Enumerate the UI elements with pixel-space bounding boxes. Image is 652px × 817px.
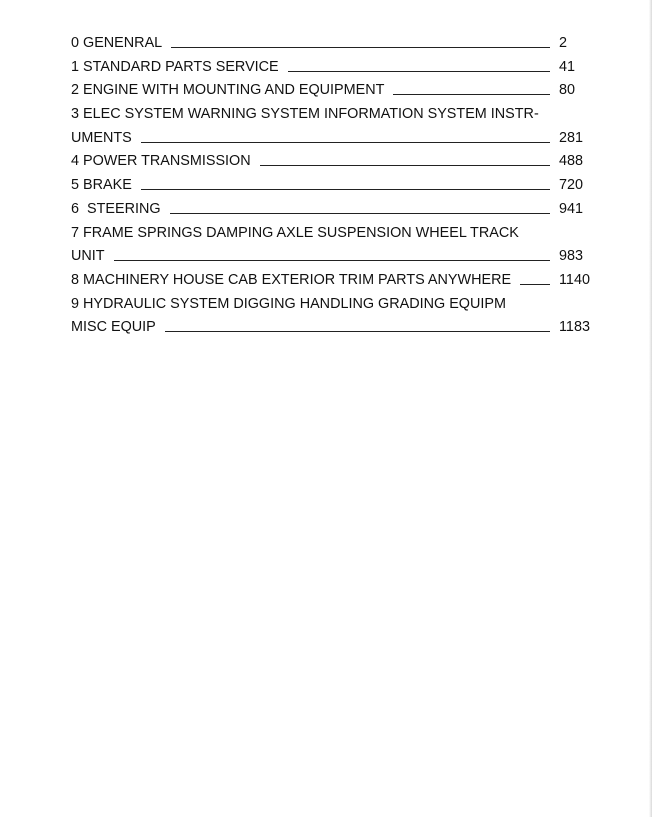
- toc-entry-9[interactable]: [71, 318, 591, 342]
- toc-page-number: 488: [559, 153, 584, 170]
- dot-leader: [171, 34, 550, 48]
- dot-leader: [288, 58, 550, 72]
- toc-entry-title: 4 POWER TRANSMISSION: [71, 153, 251, 170]
- toc-entry-title-line1: 3 ELEC SYSTEM WARNING SYSTEM INFORMATION SYSTEM INSTR-: [71, 106, 539, 123]
- toc-entry-title-line1: 9 HYDRAULIC SYSTEM DIGGING HANDLING GRADING EQUIPM: [71, 295, 506, 312]
- toc-entry-9-line1[interactable]: [71, 295, 591, 319]
- toc-entry-title: 0 GENENRAL: [71, 35, 163, 51]
- toc-page-number: 41: [559, 58, 576, 75]
- toc-page-number: 983: [559, 248, 584, 265]
- toc-page-number: 941: [559, 200, 584, 217]
- table-of-contents: [71, 34, 591, 342]
- dot-leader: [393, 81, 550, 95]
- toc-page-number: 281: [559, 129, 584, 146]
- toc-entry-title: 1 STANDARD PARTS SERVICE: [71, 58, 279, 75]
- dot-leader: [260, 152, 550, 166]
- toc-page-number: 2: [559, 35, 568, 51]
- toc-entry-4[interactable]: [71, 152, 591, 176]
- toc-entry-6[interactable]: [71, 200, 591, 224]
- toc-entry-7[interactable]: [71, 247, 591, 271]
- toc-page-number: 80: [559, 82, 576, 99]
- toc-entry-7-line1[interactable]: [71, 224, 591, 248]
- toc-entry-title-line1: 7 FRAME SPRINGS DAMPING AXLE SUSPENSION WHEEL TRACK: [71, 224, 519, 241]
- toc-entry-title: MISC EQUIP: [71, 319, 156, 336]
- dot-leader: [165, 318, 550, 332]
- dot-leader: [170, 200, 550, 214]
- toc-entry-title: UMENTS: [71, 129, 132, 146]
- toc-entry-1[interactable]: [71, 58, 591, 82]
- toc-entry-title: 6 STEERING: [71, 200, 161, 217]
- toc-page-number: 720: [559, 177, 584, 194]
- dot-leader: [141, 129, 550, 143]
- toc-entry-title: 8 MACHINERY HOUSE CAB EXTERIOR TRIM PARTS ANYWHERE: [71, 271, 512, 288]
- toc-entry-title: UNIT: [71, 248, 105, 265]
- toc-entry-3-line1[interactable]: [71, 105, 591, 129]
- dot-leader: [141, 176, 550, 190]
- toc-page-number: 1183: [559, 319, 590, 336]
- toc-entry-3[interactable]: [71, 129, 591, 153]
- toc-entry-2[interactable]: [71, 81, 591, 105]
- toc-entry-title: 2 ENGINE WITH MOUNTING AND EQUIPMENT: [71, 82, 385, 99]
- dot-leader: [520, 271, 550, 285]
- toc-page-number: 1140: [559, 271, 590, 288]
- toc-entry-title: 5 BRAKE: [71, 177, 132, 194]
- toc-entry-0[interactable]: [71, 34, 591, 58]
- dot-leader: [114, 247, 550, 261]
- toc-entry-8[interactable]: [71, 271, 591, 295]
- toc-entry-5[interactable]: [71, 176, 591, 200]
